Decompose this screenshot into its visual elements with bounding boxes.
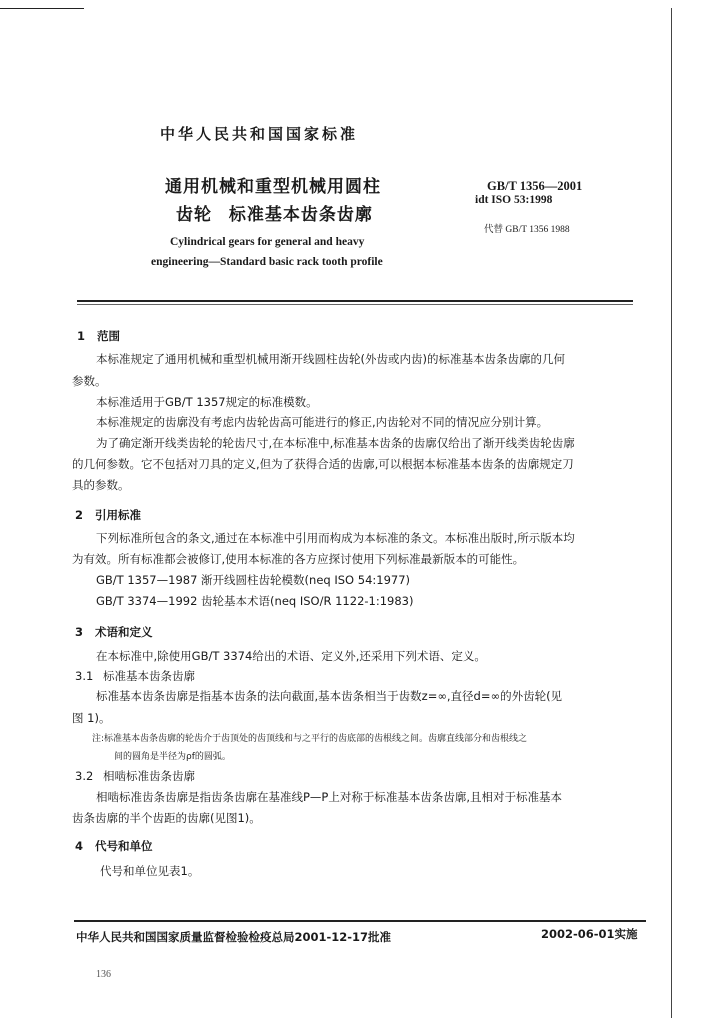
section-3-1-note-line-1: 注:标准基本齿条齿廓的轮齿介于齿顶处的齿顶线和与之平行的齿底部的齿根线之间。齿廓直线部分和齿根线之 (92, 734, 528, 744)
section-3-1-line-1: 标准基本齿条齿廓是指基本齿条的法向截面,基本齿条相当于齿数z=∞,直径d=∞的外齿轮(见 (96, 689, 563, 703)
idt-reference: idt ISO 53:1998 (475, 194, 553, 206)
section-3-heading: 3 术语和定义 (75, 625, 153, 639)
scan-mark-top (0, 8, 84, 9)
replaces-standard: 代替 GB/T 1356 1988 (484, 225, 570, 235)
implementation-date: 2002-06-01实施 (541, 927, 638, 941)
standard-number: GB/T 1356—2001 (487, 179, 583, 193)
approval-statement: 中华人民共和国国家质量监督检验检疫总局2001-12-17批准 (76, 930, 392, 944)
section-3-2-line-2: 齿条齿廓的半个齿距的齿廓(见图1)。 (72, 811, 261, 825)
reference-gb-t-3374: GB/T 3374—1992 齿轮基本术语(neq ISO/R 1122-1:1983) (96, 594, 414, 608)
header-rule-thick (77, 300, 633, 302)
section-1-para-1: 本标准规定了通用机械和重型机械用渐开线圆柱齿轮(外齿或内齿)的标准基本齿条齿廓的几何 (96, 352, 565, 366)
national-standard-title: 中华人民共和国国家标准 (160, 125, 359, 143)
section-2-para-1b: 为有效。所有标准都会被修订,使用本标准的各方应探讨使用下列标准最新版本的可能性。 (72, 552, 525, 566)
section-3-intro: 在本标准中,除使用GB/T 3374给出的术语、定义外,还采用下列术语、定义。 (96, 649, 486, 663)
section-3-2-line-1: 相啮标准齿条齿廓是指齿条齿廓在基准线P—P上对称于标准基本齿条齿廓,且相对于标准基本 (96, 790, 563, 804)
section-1-para-4b: 的几何参数。它不包括对刀具的定义,但为了获得合适的齿廓,可以根据本标准基本齿条的齿廓规定刀 (72, 457, 574, 471)
scan-mark-side (671, 8, 672, 1018)
section-4-text: 代号和单位见表1。 (100, 864, 200, 878)
section-1-para-1b: 参数。 (72, 374, 107, 388)
section-4-heading: 4 代号和单位 (75, 839, 153, 853)
section-3-1-line-2: 图 1)。 (72, 711, 111, 725)
section-1-para-3: 本标准规定的齿廓没有考虑内齿轮齿高可能进行的修正,内齿轮对不同的情况应分别计算。 (96, 415, 549, 429)
standard-title-line1: 通用机械和重型机械用圆柱 (165, 177, 381, 197)
section-1-heading: 1 范围 (77, 329, 121, 343)
header-rule-thin (77, 304, 633, 305)
standard-title-line2: 齿轮 标准基本齿条齿廓 (176, 205, 373, 225)
section-1-para-4: 为了确定渐开线类齿轮的轮齿尺寸,在本标准中,标准基本齿条的齿廓仅给出了渐开线类齿轮齿廓 (96, 436, 575, 450)
section-1-para-4c: 具的参数。 (72, 478, 130, 492)
section-3-1-heading: 3.1 标准基本齿条齿廓 (75, 669, 195, 683)
section-2-para-1: 下列标准所包含的条文,通过在本标准中引用而构成为本标准的条文。本标准出版时,所示版本均 (96, 531, 575, 545)
footer-rule (74, 920, 646, 922)
section-1-para-2: 本标准适用于GB/T 1357规定的标准模数。 (96, 395, 318, 409)
section-3-1-note-line-2: 间的圆角是半径为ρf的圆弧。 (114, 752, 231, 762)
reference-gb-t-1357: GB/T 1357—1987 渐开线圆柱齿轮模数(neq ISO 54:1977) (96, 573, 411, 587)
english-title-line2: engineering—Standard basic rack tooth profile (151, 256, 383, 268)
section-3-2-heading: 3.2 相啮标准齿条齿廓 (75, 769, 195, 783)
page-number: 136 (96, 969, 111, 980)
english-title-line1: Cylindrical gears for general and heavy (170, 236, 365, 248)
section-2-heading: 2 引用标准 (75, 508, 142, 522)
